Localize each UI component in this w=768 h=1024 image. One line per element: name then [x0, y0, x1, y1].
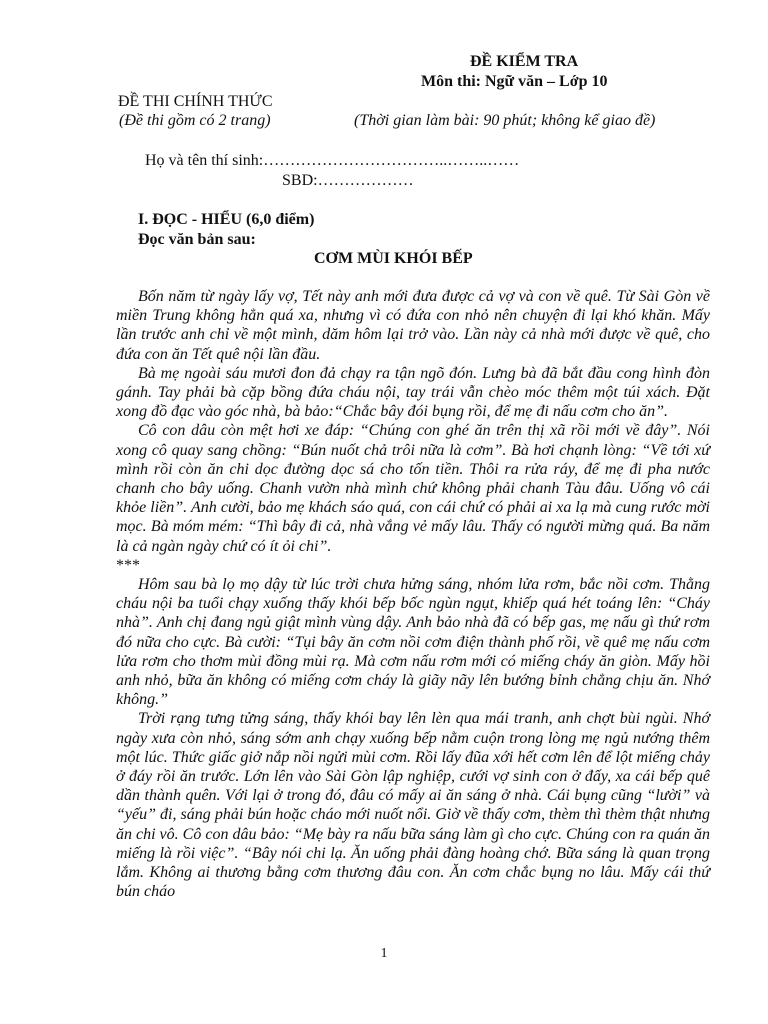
candidate-name-line: Họ và tên thí sinh:……………………………..……..…… — [145, 152, 520, 169]
section-instruction: Đọc văn bản sau: — [138, 231, 256, 248]
time-note: (Thời gian làm bài: 90 phút; không kể giao đề) — [354, 112, 656, 129]
exam-subject: Môn thi: Ngữ văn – Lớp 10 — [421, 73, 608, 90]
story-title: CƠM MÙI KHÓI BẾP — [314, 250, 473, 267]
page-number: 1 — [380, 946, 388, 961]
section-heading: I. ĐỌC - HIỂU (6,0 điểm) — [138, 211, 315, 228]
story-paragraph-1: Bốn năm từ ngày lấy vợ, Tết này anh mới đưa được cả vợ và con về quê. Từ Sài Gòn về miền Trung không hẳn quá xa, nhưng vì có đứa con nhỏ nên chuyện đi lại khó khăn. Mấy lần trước anh chỉ về một mình, dăm hôm lại trở vào. Lần này cả nhà mới được về quê, cho đứa con ăn Tết quê nội lần đầu. — [116, 288, 710, 363]
story-paragraph-5: Trời rạng tưng tửng sáng, thấy khói bay lên lèn qua mái tranh, anh chợt bùi ngùi. Nhớ ngày xưa còn nhỏ, sáng sớm anh chạy xuống bếp nằm cuộn trong lòng mẹ ngủ nướng thêm một lúc. Thức giấc giở nắp nồi ngửi mùi cơm. Rồi lấy đũa xới hết cơm lên để lột miếng chảy ở đáy rồi ăn trước. Lớn lên vào Sài Gòn lập nghiệp, cưới vợ sinh con ở đấy, xa cái bếp quê dần thành quên. Với lại ở trong đó, đâu có mấy ai ăn sáng ở nhà. Cái bụng cũng “lười” và “yếu” đi, sáng phải bún hoặc cháo mới nuốt nổi. Giờ về thấy cơm, thèm thì thèm thật nhưng ăn chi vô. Cô con dâu bảo: “Mẹ bày ra nấu bữa sáng làm gì cho cực. Chúng con ra quán ăn miếng là rồi việc”. “Bây nói chi lạ. Ăn uống phải đàng hoàng chớ. Bữa sáng là quan trọng lắm. Không ai thương bằng cơm thương đâu con. Ăn cơm chắc bụng no lâu. Mấy cái thứ bún cháo — [116, 710, 710, 901]
story-paragraph-4: Hôm sau bà lọ mọ dậy từ lúc trời chưa hửng sáng, nhóm lửa rơm, bắc nồi cơm. Thằng cháu nội ba tuổi chạy xuống thấy khói bếp bốc ngùn ngụt, khiếp quá hét toáng lên: “Cháy nhà”. Anh chị đang ngủ giật mình vùng dậy. Anh bảo nhà đã có bếp gas, mẹ nấu gì thứ rơm đó nữa cho cực. Bà cười: “Tụi bây ăn cơm nồi cơm điện thành phố rồi, về quê mẹ nấu cơm lửa rơm cho thơm mùi đồng mùi rạ. Mà cơm nấu rơm mới có miếng cháy ăn giòn. Mấy hồi anh nhỏ, bữa ăn không có miếng cơm cháy là giãy nãy lên bướng bỉnh chẳng chịu ăn. Nhớ không.” — [116, 576, 710, 709]
story-separator: *** — [116, 556, 140, 574]
candidate-sbd-line: SBD:……………… — [282, 172, 414, 189]
story-body — [116, 287, 710, 902]
exam-title: ĐỀ KIỂM TRA — [470, 53, 579, 70]
story-paragraph-2: Bà mẹ ngoài sáu mươi đon đả chạy ra tận ngõ đón. Lưng bà đã bắt đầu cong hình đòn gánh. Tay phải bà cặp bồng đứa cháu nội, tay trái vẫn chèo móc thêm một túi xách. Đặt xong đồ đạc vào góc nhà, bà bảo:“Chắc bây đói bụng rồi, để mẹ đi nấu cơm cho ăn”. — [116, 364, 710, 421]
story-paragraph-3: Cô con dâu còn mệt hơi xe đáp: “Chúng con ghé ăn trên thị xã rồi mới về đây”. Nói xong cô quay sang chồng: “Bún nuốt chả trôi nữa là cơm”. Bà hơi chạnh lòng: “Về tới xứ mình rồi còn ăn chi dọc đường dọc sá cho tốn tiền. Thôi ra rửa ráy, để mẹ đi pha nước chanh cho bây uống. Chanh vườn nhà mình chứ không phải chanh Tàu đâu. Uống vô cái khỏe liền”. Anh cười, bảo mẹ khách sáo quá, con cái chứ có phải ai xa lạ mà cung rước mời mọc. Bà móm mém: “Thì bây đi cả, nhà vắng vẻ mấy lâu. Thấy có người mừng quá. Ba năm là cả ngàn ngày chứ có ít ỏi chi”. — [116, 422, 710, 555]
pages-note: (Đề thi gồm có 2 trang) — [119, 112, 271, 129]
official-label: ĐỀ THI CHÍNH THỨC — [118, 93, 273, 110]
